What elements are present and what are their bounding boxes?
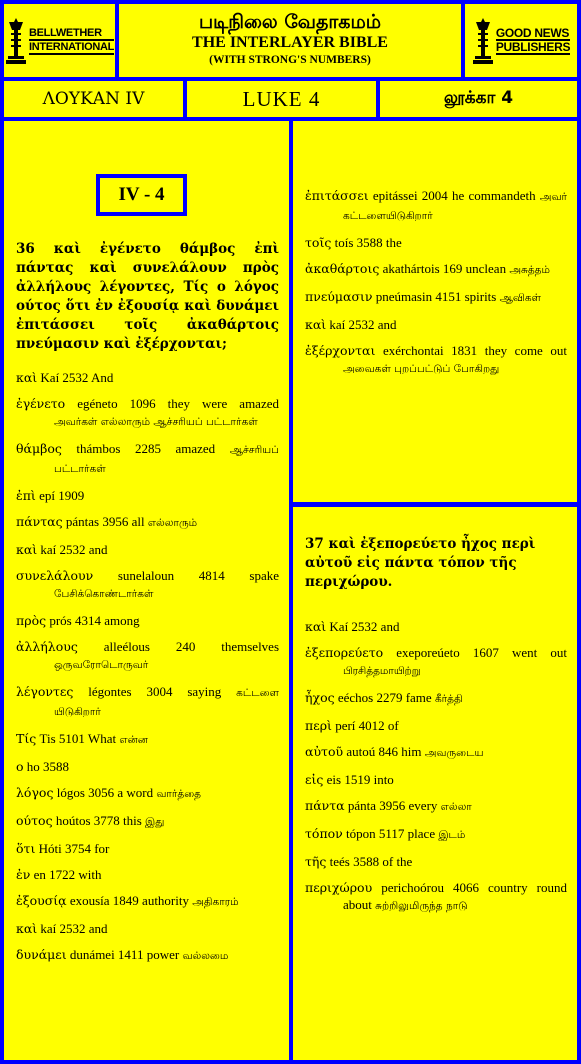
word-entry [305, 717, 567, 734]
greek-word: λόγος [16, 785, 54, 800]
gloss: tópon 5117 place [346, 826, 436, 841]
gloss: perichoórou 4066 country round about [343, 880, 568, 912]
greek-word: περὶ [305, 718, 332, 733]
gloss: egéneto 1096 they were amazed [77, 396, 279, 411]
word-entry [16, 487, 279, 504]
tamil-gloss: அவர்கள் எல்லாரும் ஆச்சரியப் பட்டார்கள் [54, 416, 258, 428]
greek-word: δυνάμει [16, 947, 67, 962]
greek-word: ο [16, 759, 24, 774]
greek-word: ἐν [16, 867, 31, 882]
word-entry [305, 618, 567, 635]
word-entry [305, 342, 567, 378]
greek-word: ἦχος [305, 690, 335, 705]
tamil-gloss: அவர் கட்டளையிடுகிறார் [343, 191, 568, 222]
gloss: akathártois 169 unclean [382, 261, 507, 276]
word-entry [305, 316, 567, 333]
gloss: perí 4012 of [335, 718, 399, 733]
right-top-panel [293, 121, 577, 502]
greek-word: λέγοντες [16, 684, 74, 699]
word-entry [16, 866, 279, 883]
greek-word: Τίς [16, 731, 37, 746]
tamil-gloss: ஆச்சரியப் பட்டார்கள் [54, 444, 279, 475]
gloss: alleélous 240 themselves [103, 639, 280, 654]
verse-36: 36 καὶ ἐγένετο θάμβος ἐπὶ πάντας καὶ συνελάλουν πρὸς ἀλλήλους λέγοντες, Τίς ο λόγος ούτος ὅτι ἐν ἐξουσίᾳ καὶ δυνάμει ἐπιτάσσει τοῖς ἀκαθάρτοις πνεύμασιν καὶ ἐξέρχονται; [16, 241, 279, 352]
lamp-stand-icon [5, 18, 27, 64]
tamil-gloss: வார்த்தை [156, 788, 202, 800]
title-panel [119, 4, 461, 77]
tamil-gloss: கட்டளை யிடுகிறார் [54, 687, 279, 718]
gloss: exousía 1849 authority [69, 893, 189, 908]
greek-word: καὶ [16, 921, 38, 936]
gloss: Tis 5101 What [39, 731, 117, 746]
greek-word: εἰς [305, 772, 324, 787]
word-entry [16, 946, 279, 965]
word-entry [305, 234, 567, 251]
nav-tamil-label: லூக்கா 4 [443, 88, 514, 108]
bellwether-logo [4, 4, 115, 77]
greek-word: πάντα [305, 798, 345, 813]
word-entry [16, 812, 279, 831]
title-sub: (WITH STRONG'S NUMBERS) [209, 54, 371, 66]
word-entry [305, 771, 567, 788]
tamil-gloss: அவைகள் புறப்பட்டுப் போகிறது [343, 363, 500, 375]
gloss: prós 4314 among [49, 613, 140, 628]
gloss: Hóti 3754 for [38, 841, 110, 856]
gloss: Kaí 2532 And [40, 370, 114, 385]
word-entry [16, 567, 279, 603]
left-entry-list [16, 369, 279, 965]
word-entry [16, 683, 279, 721]
greek-word: καὶ [16, 542, 38, 557]
greek-word: ἐγένετο [16, 396, 66, 411]
lamp-stand-icon [472, 18, 494, 64]
left-column [4, 121, 289, 1060]
chapter-badge-label: IV - 4 [118, 184, 165, 205]
word-entry [16, 920, 279, 937]
word-entry [16, 541, 279, 558]
gloss: exérchontai 1831 they come out [382, 343, 568, 358]
gloss: sunelaloun 4814 spake [117, 568, 280, 583]
tamil-gloss: எல்லா [440, 801, 472, 813]
greek-word: περιχώρου [305, 880, 373, 895]
tamil-gloss: எல்லாரும் [147, 517, 198, 529]
greek-word: ἐξεπορεύετο [305, 645, 384, 660]
greek-word: ἐπὶ [16, 488, 36, 503]
gloss: autoú 846 him [346, 744, 422, 759]
word-entry [305, 879, 567, 915]
nav-greek-label: ΛΟΥΚΑΝ IV [42, 89, 145, 109]
verse-37: 37 καὶ ἐξεπορεύετο ἦχος περὶ αὐτοῦ εἰς πάντα τόπον τῆς περιχώρου. [305, 536, 536, 590]
logo-line2: PUBLISHERS [495, 39, 571, 54]
tamil-gloss: இடம் [438, 829, 466, 841]
gloss: hoútos 3778 this [55, 813, 142, 828]
greek-word: καὶ [305, 619, 327, 634]
word-entry [16, 638, 279, 674]
greek-word: ἀκαθάρτοις [305, 261, 380, 276]
tamil-gloss: அசுத்தம் [509, 264, 550, 276]
chapter-badge [96, 174, 187, 216]
greek-word: πρὸς [16, 613, 47, 628]
gloss: toís 3588 the [334, 235, 402, 250]
gloss: lógos 3056 a word [56, 785, 154, 800]
word-entry [16, 440, 279, 478]
word-entry [16, 758, 279, 775]
gloss: exeporeúeto 1607 went out [396, 645, 567, 660]
gloss: ho 3588 [26, 759, 70, 774]
logo-line2: INTERNATIONAL [28, 40, 115, 53]
tamil-gloss: பேசிக்கொண்டார்கள் [54, 588, 154, 600]
word-entry [16, 513, 279, 532]
gloss: epí 1909 [39, 488, 85, 503]
nav-tamil [380, 81, 577, 117]
greek-word: ἀλλήλους [16, 639, 78, 654]
right-bottom-panel [293, 507, 577, 1060]
gloss: Kaí 2532 and [329, 619, 400, 634]
title-tamil: படிநிலை வேதாகமம் [198, 11, 382, 33]
tamil-gloss: இது [145, 816, 165, 828]
gloss: eis 1519 into [326, 772, 394, 787]
nav-english [187, 81, 376, 117]
greek-word: ὅτι [16, 841, 36, 856]
tamil-gloss: பிரசித்தமாயிற்று [343, 665, 421, 677]
word-entry [305, 260, 567, 279]
gloss: pneúmasin 4151 spirits [375, 289, 497, 304]
word-entry [305, 644, 567, 680]
greek-word: τοῖς [305, 235, 332, 250]
word-entry [16, 784, 279, 803]
greek-word: τόπον [305, 826, 343, 841]
tamil-gloss: சுற்றிலுமிருந்த நாடு [375, 900, 468, 912]
word-entry [16, 395, 279, 431]
greek-word: πνεύμασιν [305, 289, 373, 304]
gloss: teés 3588 of the [329, 854, 413, 869]
greek-word: τῆς [305, 854, 327, 869]
right-top-entry-list [305, 187, 567, 378]
gloss: epitássei 2004 he commandeth [372, 188, 536, 203]
greek-word: πάντας [16, 514, 63, 529]
title-main: THE INTERLAYER BIBLE [192, 34, 388, 51]
gloss: pántas 3956 all [65, 514, 145, 529]
word-entry [305, 689, 567, 708]
word-entry [305, 288, 567, 307]
good-news-logo [465, 4, 577, 77]
word-entry [305, 187, 567, 225]
gloss: kaí 2532 and [40, 921, 108, 936]
gloss: eéchos 2279 fame [337, 690, 432, 705]
gloss: en 1722 with [33, 867, 102, 882]
word-entry [305, 825, 567, 844]
word-entry [16, 730, 279, 749]
tamil-gloss: ஒருவரோடொருவர் [54, 659, 149, 671]
greek-word: θάμβος [16, 441, 62, 456]
word-entry [305, 853, 567, 870]
word-entry [305, 797, 567, 816]
nav-greek [4, 81, 183, 117]
logo-line1: GOOD NEWS [495, 25, 570, 40]
word-entry [16, 369, 279, 386]
word-entry [16, 840, 279, 857]
greek-word: ἐξέρχονται [305, 343, 376, 358]
tamil-gloss: வல்லமை [182, 950, 229, 962]
logo-line1: BELLWETHER [29, 27, 114, 41]
nav-english-label: LUKE 4 [242, 86, 321, 111]
greek-word: ούτος [16, 813, 53, 828]
tamil-gloss: என்ன [119, 734, 148, 746]
tamil-gloss: கீர்த்தி [434, 693, 463, 705]
greek-word: ἐπιτάσσει [305, 188, 369, 203]
gloss: thámbos 2285 amazed [76, 441, 216, 456]
tamil-gloss: அவருடைய [424, 747, 484, 759]
right-bottom-entry-list [305, 618, 567, 915]
gloss: kaí 2532 and [40, 542, 108, 557]
gloss: dunámei 1411 power [69, 947, 180, 962]
gloss: kaí 2532 and [329, 317, 397, 332]
greek-word: ἐξουσίᾳ [16, 893, 67, 908]
word-entry [16, 892, 279, 911]
greek-word: συνελάλουν [16, 568, 94, 583]
word-entry [305, 743, 567, 762]
greek-word: καὶ [305, 317, 327, 332]
word-entry [16, 612, 279, 629]
greek-word: αὐτοῦ [305, 744, 344, 759]
greek-word: καὶ [16, 370, 38, 385]
gloss: légontes 3004 saying [88, 684, 222, 699]
gloss: pánta 3956 every [347, 798, 438, 813]
tamil-gloss: ஆவிகள் [499, 292, 542, 304]
tamil-gloss: அதிகாரம் [192, 896, 239, 908]
